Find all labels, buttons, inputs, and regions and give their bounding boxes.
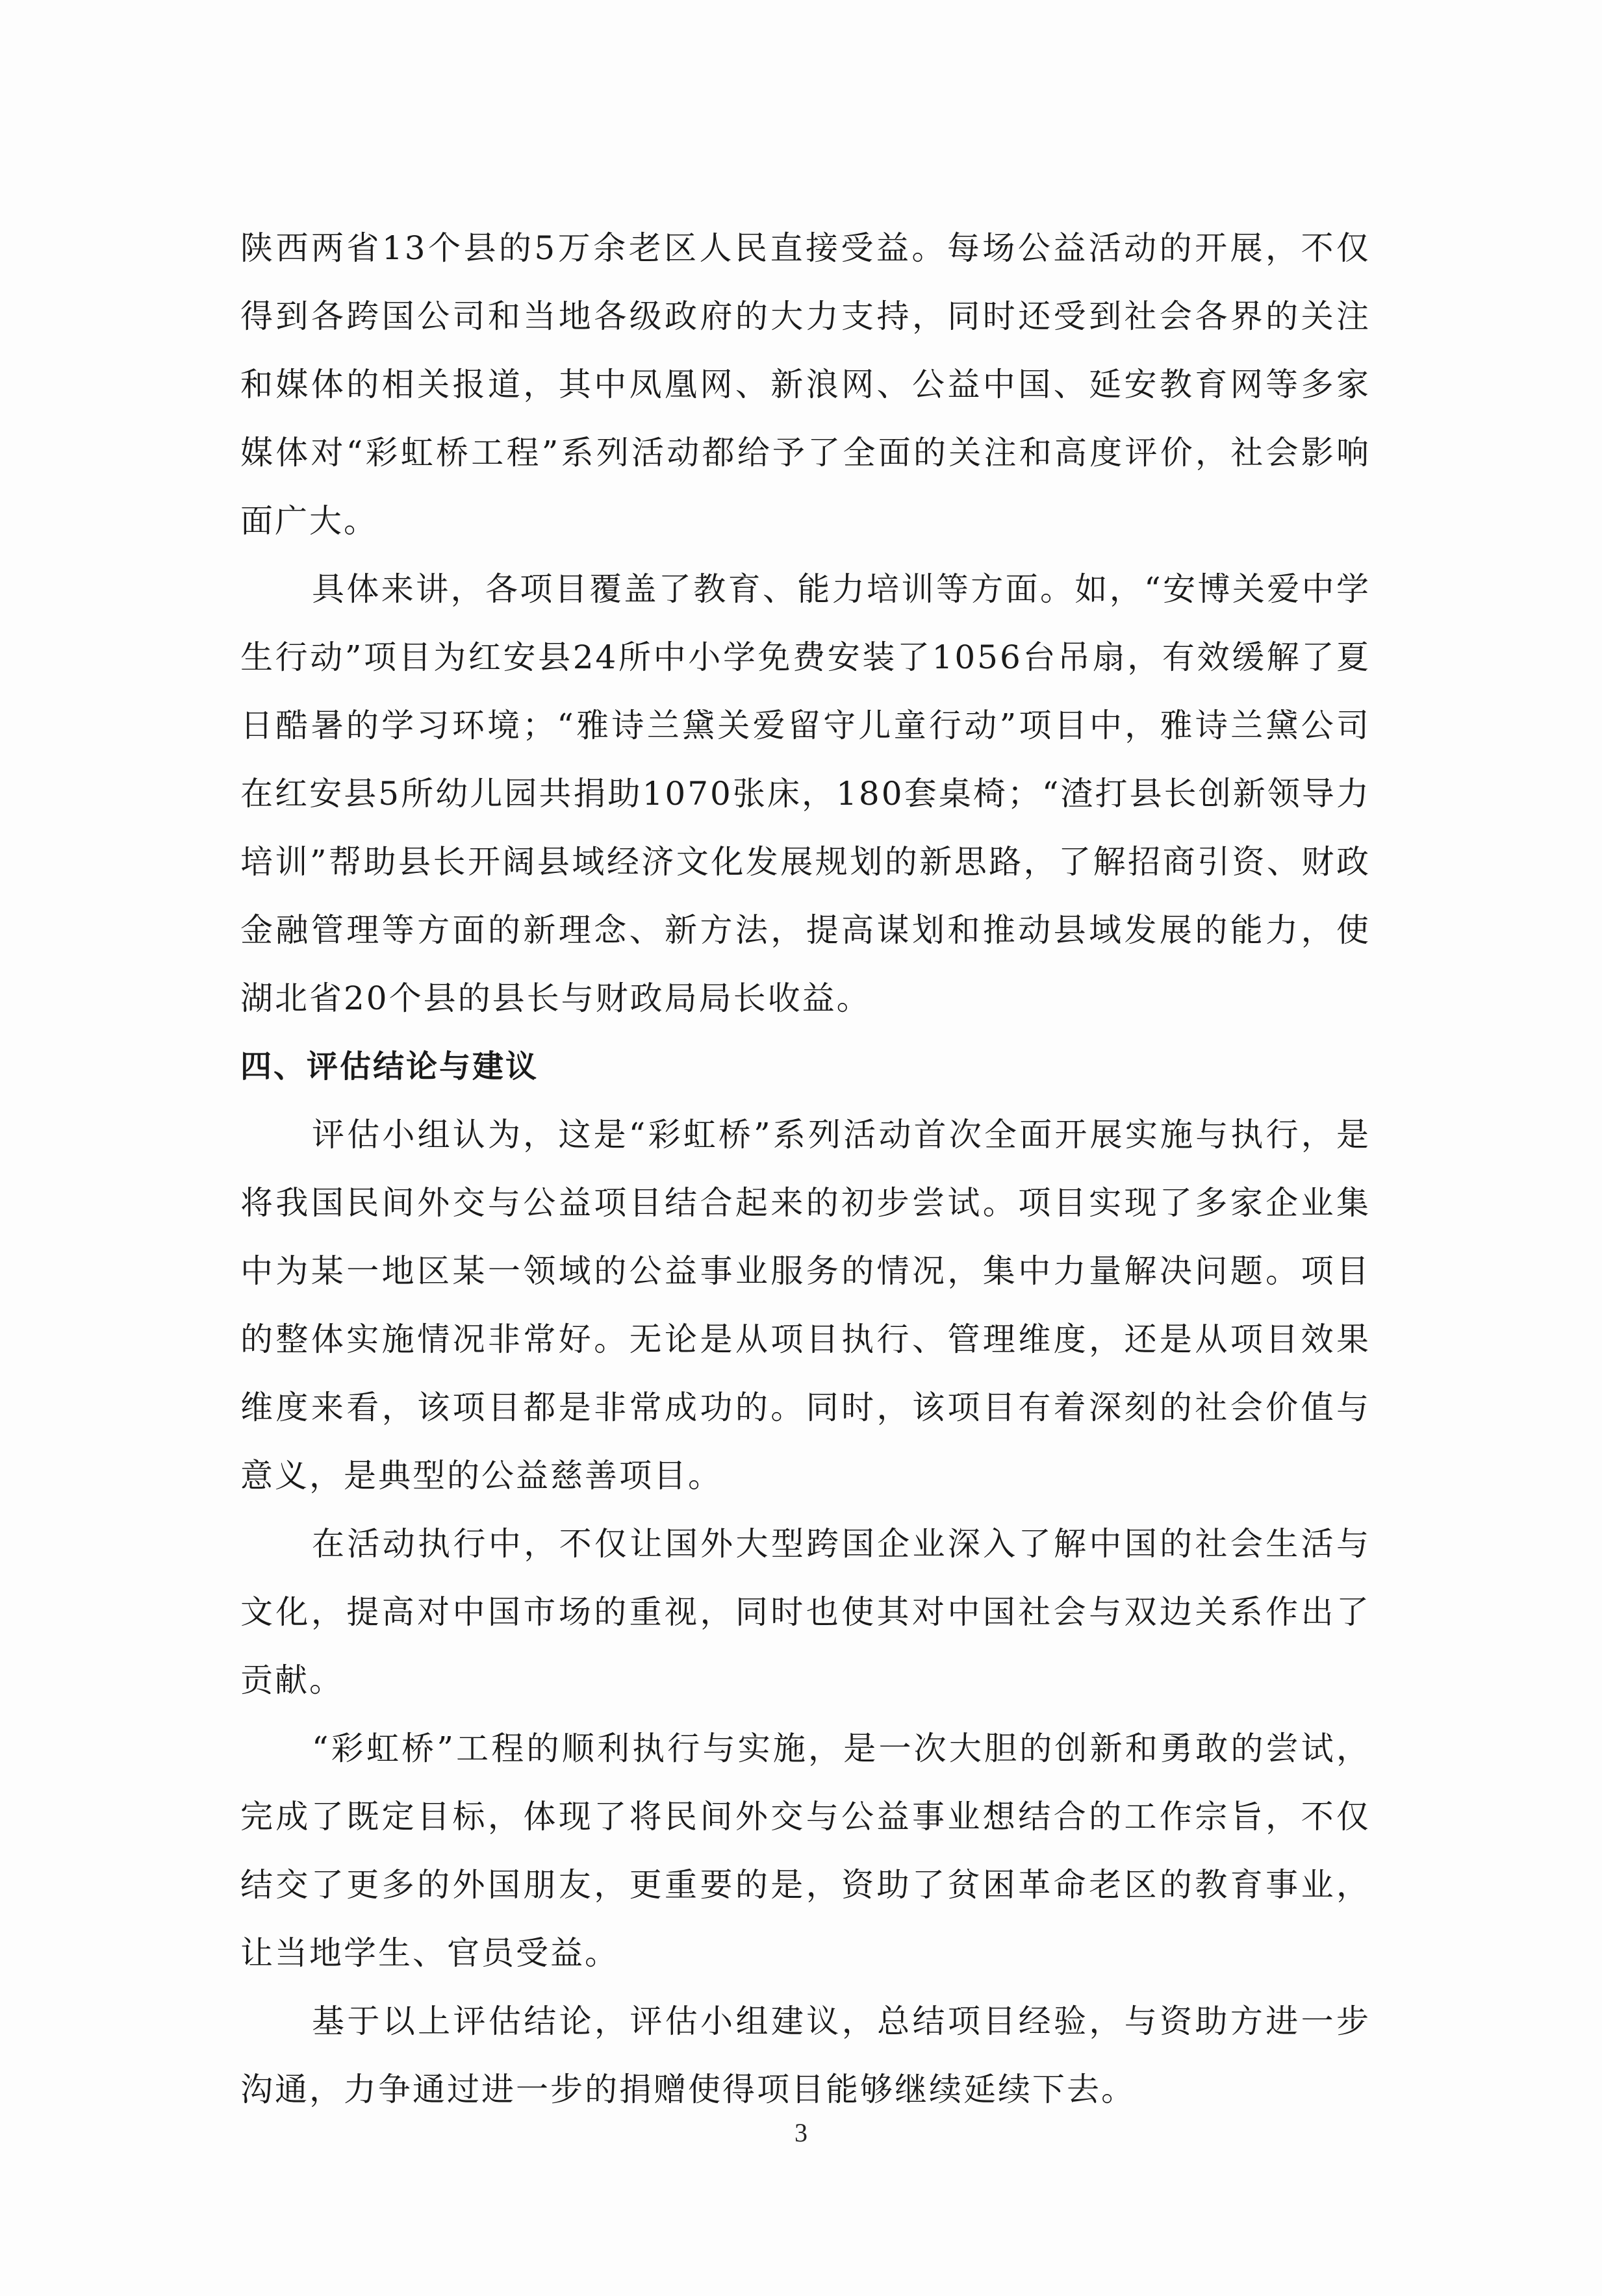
paragraph-continuation: 陕西两省13个县的5万余老区人民直接受益。每场公益活动的开展，不仅得到各跨国公司和当地各级政府的大力支持，同时还受到社会各界的关注和媒体的相关报道，其中凤凰网、新浪网、公益中国、延安教育网等多家媒体对“彩虹桥工程”系列活动都给予了全面的关注和高度评价，社会影响面广大。 [240, 229, 1371, 540]
paragraph-rainbow-bridge: “彩虹桥”工程的顺利执行与实施，是一次大胆的创新和勇敢的尝试，完成了既定目标，体现了将民间外交与公益事业想结合的工作宗旨，不仅结交了更多的外国朋友，更重要的是，资助了贫困革命老区的教育事业，让当地学生、官员受益。 [240, 1730, 1371, 1972]
paragraph-project-details: 具体来讲，各项目覆盖了教育、能力培训等方面。如，“安博关爱中学生行动”项目为红安县24所中小学免费安装了1056台吊扇，有效缓解了夏日酷暑的学习环境；“雅诗兰黛关爱留守儿童行动”项目中，雅诗兰黛公司在红安县5所幼儿园共捐助1070张床，180套桌椅；“渣打县长创新领导力培训”帮助县长开阔县域经济文化发展规划的新思路，了解招商引资、财政金融管理等方面的新理念、新方法，提高谋划和推动县域发展的能力，使湖北省20个县的县长与财政局局长收益。 [240, 570, 1371, 1017]
paragraph-recommendation: 基于以上评估结论，评估小组建议，总结项目经验，与资助方进一步沟通，力争通过进一步的捐赠使得项目能够继续延续下去。 [240, 2002, 1371, 2108]
page-number: 3 [795, 2118, 807, 2147]
paragraph-activity-execution: 在活动执行中，不仅让国外大型跨国企业深入了解中国的社会生活与文化，提高对中国市场的重视，同时也使其对中国社会与双边关系作出了贡献。 [240, 1525, 1371, 1699]
section-heading: 四、评估结论与建议 [240, 1048, 539, 1085]
paragraph-assessment-conclusion: 评估小组认为，这是“彩虹桥”系列活动首次全面开展实施与执行，是将我国民间外交与公益项目结合起来的初步尝试。项目实现了多家企业集中为某一地区某一领域的公益事业服务的情况，集中力量解决问题。项目的整体实施情况非常好。无论是从项目执行、管理维度，还是从项目效果维度来看，该项目都是非常成功的。同时，该项目有着深刻的社会价值与意义，是典型的公益慈善项目。 [240, 1116, 1371, 1495]
document-body [240, 214, 1371, 2124]
